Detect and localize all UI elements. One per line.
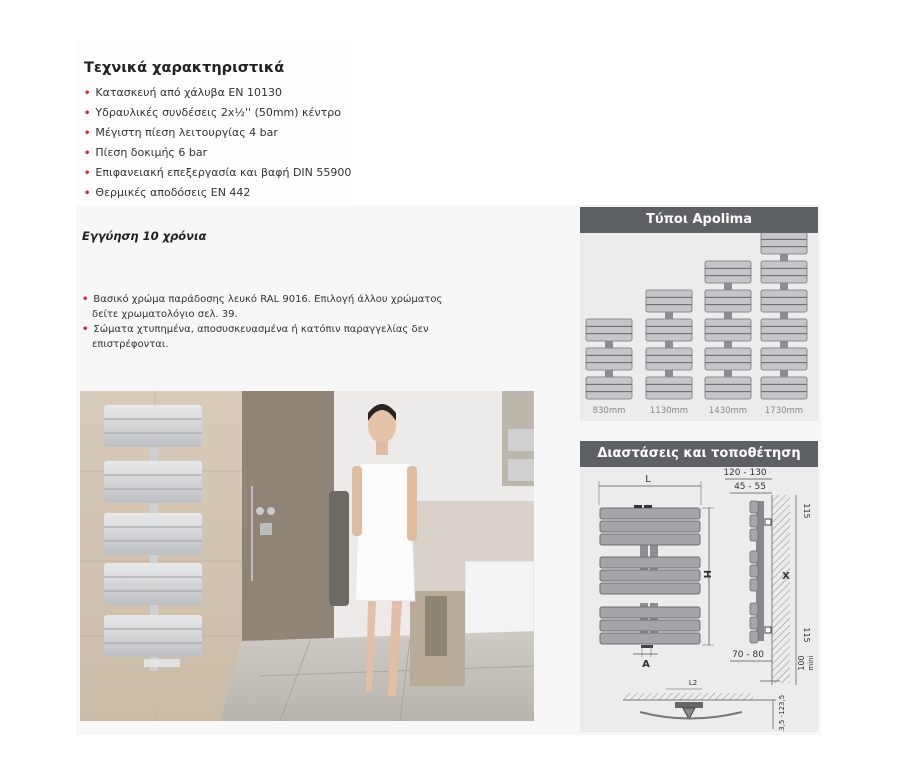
radiator-spine (665, 370, 673, 377)
dim-depth-total: 120 - 130 (723, 468, 767, 478)
radiator-types-diagram (580, 233, 818, 421)
radiator-module (705, 319, 751, 341)
radiator-spine (724, 370, 732, 377)
dim-L2-label: L2 (688, 679, 698, 687)
dim-floor-gap-unit: mini (807, 655, 815, 671)
radiator-module (761, 348, 807, 370)
radiator-spine (724, 283, 732, 290)
spec-item: • Μέγιστη πίεση λειτουργίας 4 bar (84, 126, 278, 139)
bullet-icon: • (84, 148, 91, 159)
bullet-icon: • (82, 324, 89, 335)
types-panel (580, 233, 818, 421)
spec-item: • Πίεση δοκιμής 6 bar (84, 146, 208, 159)
types-panel-header: Τύποι Apolima (580, 207, 818, 233)
radiator-module (761, 319, 807, 341)
radiator-spine (665, 312, 673, 319)
warranty-text: Εγγύηση 10 χρόνια (82, 229, 207, 243)
radiator-spine (724, 341, 732, 348)
radiator-module (761, 290, 807, 312)
bullet-icon: • (84, 108, 91, 119)
note-item: • Σώματα χτυπημένα, αποσυσκευασμένα ή κατόπιν παραγγελίας δεν επιστρέφονται. (82, 324, 429, 350)
dim-bottom-offset: 115 (802, 627, 811, 643)
radiator-module (646, 348, 692, 370)
radiator-module (646, 319, 692, 341)
specs-title: Τεχνικά χαρακτηριστικά (84, 60, 285, 76)
radiator-spine (724, 312, 732, 319)
bullet-icon: • (82, 294, 89, 305)
bathroom-product-photo (80, 391, 534, 721)
photo-illustration (80, 391, 534, 721)
radiator-type-1430mm (705, 261, 751, 399)
radiator-spine (780, 283, 788, 290)
radiator-module (705, 377, 751, 399)
dim-plan-range: 13,5 -123,5 (778, 694, 786, 732)
radiator-module (646, 290, 692, 312)
type-label-1130: 1130mm (649, 406, 689, 416)
radiator-module (646, 377, 692, 399)
radiator-module (586, 348, 632, 370)
towel-radiator (104, 405, 202, 671)
dim-A-label: A (642, 659, 650, 670)
bullet-icon: • (84, 168, 91, 179)
radiator-module (586, 319, 632, 341)
bullet-icon: • (84, 88, 91, 99)
dim-H-label: H (701, 570, 712, 579)
radiator-module (705, 261, 751, 283)
bullet-icon: • (84, 128, 91, 139)
radiator-type-1130mm (646, 290, 692, 399)
dims-panel-header: Διαστάσεις και τοποθέτηση (580, 441, 818, 467)
radiator-module (586, 377, 632, 399)
dim-top-offset: 115 (802, 503, 811, 519)
radiator-module (761, 233, 807, 254)
radiator-module (761, 261, 807, 283)
dim-floor-gap: 100 (797, 655, 806, 671)
plan-view (623, 679, 786, 732)
dimensions-diagram (580, 467, 818, 732)
dim-L-label: L (645, 474, 651, 485)
type-label-1430: 1430mm (708, 406, 748, 416)
radiator-spine (665, 341, 673, 348)
radiator-spine (605, 341, 613, 348)
radiator-module (705, 348, 751, 370)
spec-item: • Θερμικές αποδόσεις EN 442 (84, 186, 251, 199)
dim-depth-wall: 45 - 55 (734, 482, 766, 492)
radiator-spine (780, 254, 788, 261)
specs-list (84, 85, 351, 205)
note-item: • Βασικό χρώμα παράδοσης λευκό RAL 9016. Επιλογή άλλου χρώματος δείτε χρωματολόγιο σελ. 39. (82, 294, 443, 320)
spec-item: • Κατασκευή από χάλυβα EN 10130 (84, 86, 282, 99)
radiator-spine (780, 312, 788, 319)
radiator-module (705, 290, 751, 312)
dim-X-label: X (782, 571, 790, 582)
side-view (723, 468, 815, 685)
spec-item: • Υδραυλικές συνδέσεις 2x½'' (50mm) κέντρο (84, 106, 341, 119)
radiator-type-1730mm (761, 233, 807, 399)
dims-panel (580, 467, 818, 732)
spec-item: • Επιφανειακή επεξεργασία και βαφή DIN 55900 (84, 166, 352, 179)
dim-bottom-depth: 70 - 80 (732, 650, 764, 660)
radiator-spine (605, 370, 613, 377)
bullet-icon: • (84, 188, 91, 199)
type-label-830: 830mm (592, 406, 626, 416)
radiator-type-830mm (586, 319, 632, 399)
type-label-1730: 1730mm (764, 406, 804, 416)
radiator-spine (780, 341, 788, 348)
radiator-module (761, 377, 807, 399)
shower-wall (242, 391, 334, 641)
front-view (599, 474, 714, 670)
radiator-spine (780, 370, 788, 377)
notes-list (82, 292, 452, 352)
